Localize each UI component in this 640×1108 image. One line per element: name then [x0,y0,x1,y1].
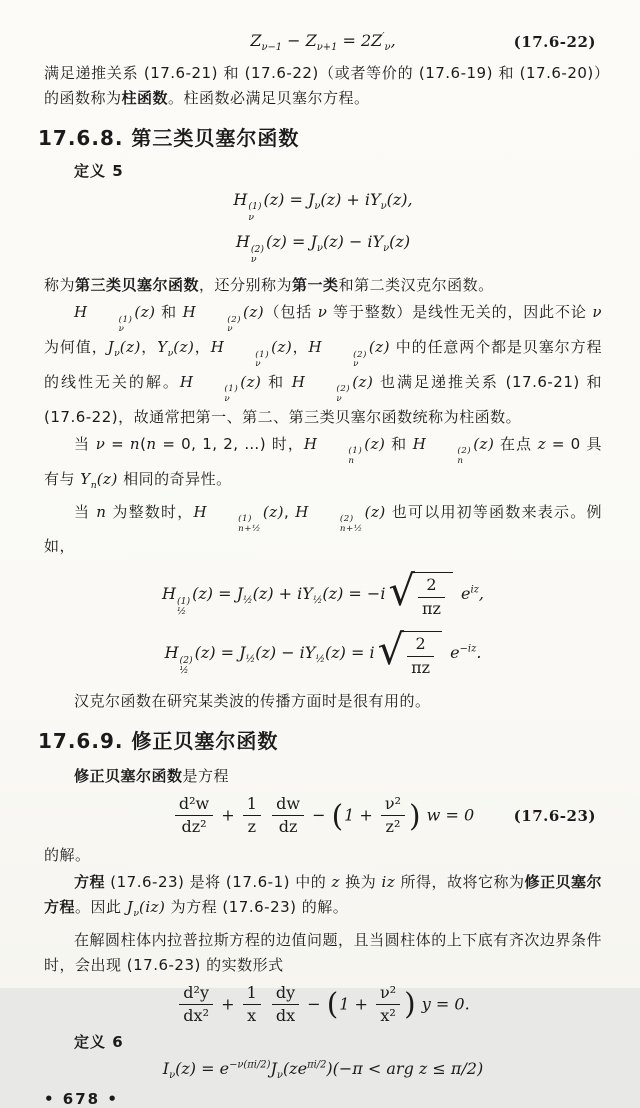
equation-number-17-6-22: (17.6-22) [513,33,596,52]
paragraph-singularity: 当 ν = n(n = 0, 1, 2, …) 时，H (1) n (z) 和 H (2) n (z) 在点 z = 0 具有与 $Y_n(z)$ 相同的奇异性。 [44,434,602,491]
equation-17-6-22-row [44,30,602,55]
paragraph-cylinder-functions: 满足递推关系 (17.6-21) 和 (17.6-22)（或者等价的 (17.6-19) 和 (17.6-20)）的函数称为柱函数。柱函数必满足贝塞尔方程。 [44,63,602,107]
equation-real-form: $\frac{\text{d²y}}{\text{dx²}}$ + $\frac{1}{x}$ $\frac{dy}{dx}$ − (1 + $\frac{\text{ν²}}{\text{x²}}$ ) y = 0. [176,984,469,1026]
paragraph-wave-propagation: 汉克尔函数在研究某类波的传播方面时是很有用的。 [74,692,431,711]
equation-real-form-row [44,984,602,1026]
equation-hankel-1-row [44,189,602,223]
paragraph-modified-bessel-intro: 修正贝塞尔函数是方程 [74,767,230,786]
equation-hankel-first-kind: H (1) ν $(z) = J_\nu(z) + iY_\nu(z)$, [233,189,413,223]
equation-17-6-23-row [44,795,602,837]
equation-hankel-half-second: H (2) ½ $(z) = J_{\frac{1}{2}}(z) - iY_{\frac{1}{2}}(z) = i$ √ $\frac{2}{\pi z}$ $e^{-iz}$. [164,625,482,677]
page-number: • 678 • [44,1090,119,1108]
section-heading-17-6-9: 17.6.9. 修正贝塞尔函数 [38,729,279,754]
equation-hankel-2-row [44,231,602,265]
equation-modified-bessel-def-row [44,1058,602,1083]
equation-hankel-half-1-row [44,566,602,618]
paragraph-laplace-boundary: 在解圆柱体内拉普拉斯方程的边值问题，且当圆柱体的上下底有齐次边界条件时，会出现 (17.6-23) 的实数形式 [44,930,602,974]
paragraph-half-integer-order: 当 n 为整数时，H (1) n+½ (z), H (2) n+½ (z) 也可以用初等函数来表示。例如， [44,502,602,556]
definition-6-label: 定义 6 [74,1032,124,1051]
equation-modified-bessel-definition: $I_\nu(z) = e^{-\nu(\pi i/2)}J_\nu(ze^{\pi i/2})(-\pi$ < arg z ≤ π/2) [162,1058,484,1081]
equation-number-17-6-23: (17.6-23) [513,806,596,825]
definition-5-label: 定义 5 [74,161,124,180]
equation-hankel-half-2-row [44,625,602,677]
paragraph-its-solution: 的解。 [44,845,91,864]
section-heading-17-6-8: 17.6.8. 第三类贝塞尔函数 [38,125,300,150]
paragraph-modified-bessel-equation: 方程 (17.6-23) 是将 (17.6-1) 中的 z 换为 iz 所得，故将它称为修正贝塞尔方程。因此 $J_\nu(iz)$ 为方程 (17.6-23) 的解。 [44,872,602,919]
equation-hankel-half-first: H (1) ½ $(z) = J_{\frac{1}{2}}(z) + iY_{\frac{1}{2}}(z) = -i$ √ $\frac{2}{\pi z}$ $e^{iz}$, [162,566,484,618]
paragraph-hankel-properties: H (1) ν (z) 和 H (2) ν (z)（包括 ν 等于整数）是线性无关的，因此不论 ν 为何值，$J_\nu(z)$，$Y_\nu(z)$，H (1) ν (z)，H (2) ν (z) 中的任意两个都是贝塞尔方程的线性无关的解。H (1) ν (z) 和 H (2) ν (z) 也满足递推关系 (17.6-21) 和 (17.6-22)，故通常把第一、第二、第三类贝塞尔函数统称为柱函数。 [44,303,602,426]
paragraph-hankel-naming: 称为第三类贝塞尔函数，还分别称为第一类和第二类汉克尔函数。 [44,276,494,295]
equation-17-6-23: $\frac{\text{d²w}}{\text{dz²}}$ + $\frac{1}{z}$ $\frac{dw}{dz}$ − (1 + $\frac{\text{ν²}}{\text{z²}}$ ) w = 0 [172,795,474,837]
equation-17-6-22: $Z_{\nu-1} - Z_{\nu+1} = 2Z'_\nu$, [250,31,396,54]
equation-hankel-second-kind: H (2) ν $(z) = J_\nu(z) - iY_\nu(z)$ [235,231,411,265]
